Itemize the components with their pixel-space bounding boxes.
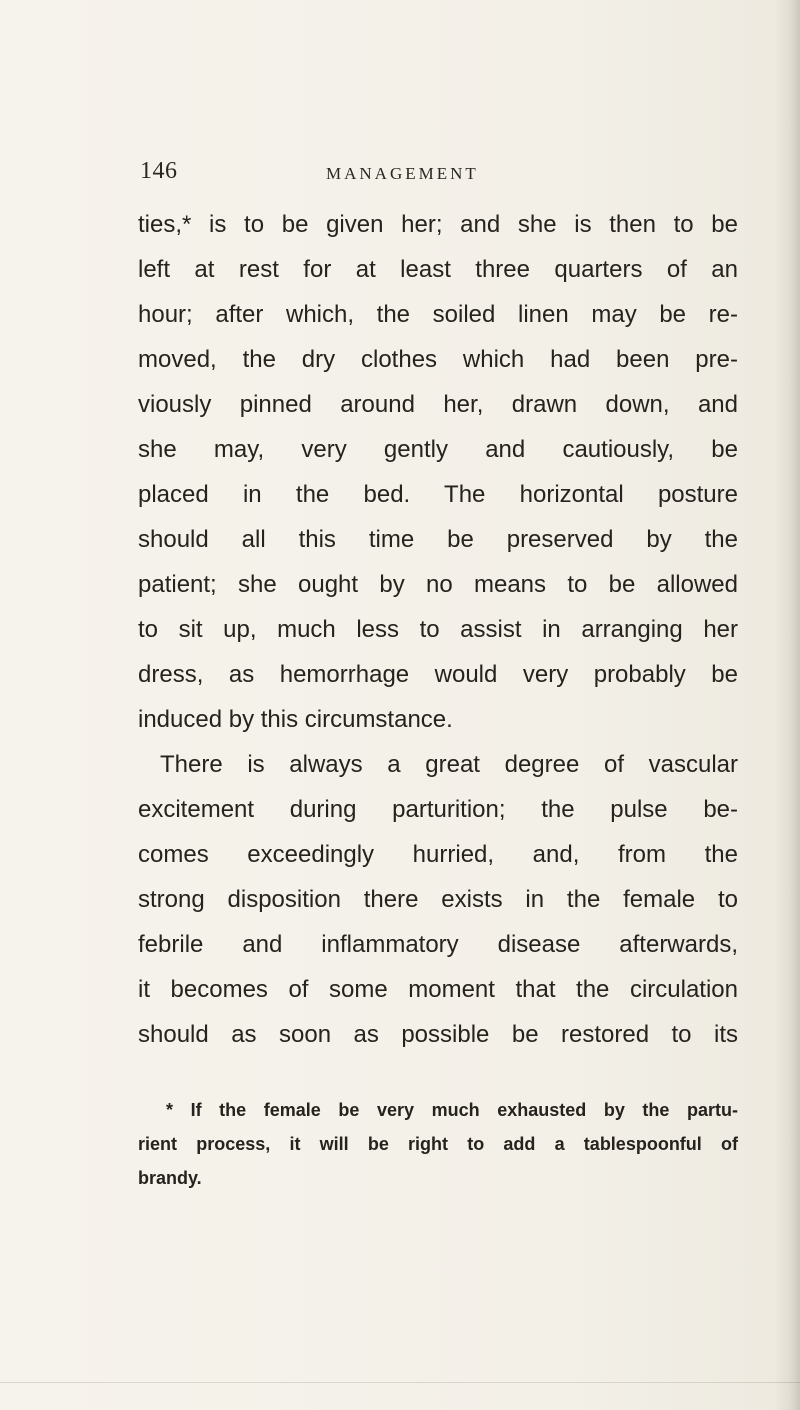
footnote: [138, 1093, 738, 1195]
text-line: should as soon as possible be restored to its: [138, 1021, 738, 1048]
paragraph-start-line: There is always a great degree of vascular: [160, 751, 738, 778]
page-number: 146: [140, 158, 178, 184]
text-line: placed in the bed. The horizontal posture: [138, 481, 738, 508]
page-edge-shadow: [774, 0, 800, 1410]
text-line: should all this time be preserved by the: [138, 526, 738, 553]
text-line: she may, very gently and cautiously, be: [138, 436, 738, 463]
text-line: left at rest for at least three quarters of an: [138, 256, 738, 283]
running-head: [140, 158, 660, 194]
text-line: to sit up, much less to assist in arranging her: [138, 616, 738, 643]
text-line: comes exceedingly hurried, and, from the: [138, 841, 738, 868]
text-line: hour; after which, the soiled linen may be re-: [138, 301, 738, 328]
section-title: MANAGEMENT: [326, 164, 479, 183]
footnote-line: * If the female be very much exhausted by the partu-: [166, 1100, 738, 1120]
bottom-edge-line: [0, 1382, 800, 1383]
text-line: induced by this circumstance.: [138, 706, 453, 733]
text-line: viously pinned around her, drawn down, and: [138, 391, 738, 418]
text-line: moved, the dry clothes which had been pre-: [138, 346, 738, 373]
footnote-line: brandy.: [138, 1168, 202, 1188]
footnote-line: rient process, it will be right to add a tablespoonful of: [138, 1134, 738, 1154]
body-text: [138, 202, 738, 1057]
text-line: dress, as hemorrhage would very probably be: [138, 661, 738, 688]
text-line: febrile and inflammatory disease afterwards,: [138, 931, 738, 958]
text-line: ties,* is to be given her; and she is then to be: [138, 211, 738, 238]
text-line: patient; she ought by no means to be allowed: [138, 571, 738, 598]
text-line: it becomes of some moment that the circulation: [138, 976, 738, 1003]
text-line: strong disposition there exists in the female to: [138, 886, 738, 913]
text-line: excitement during parturition; the pulse be-: [138, 796, 738, 823]
